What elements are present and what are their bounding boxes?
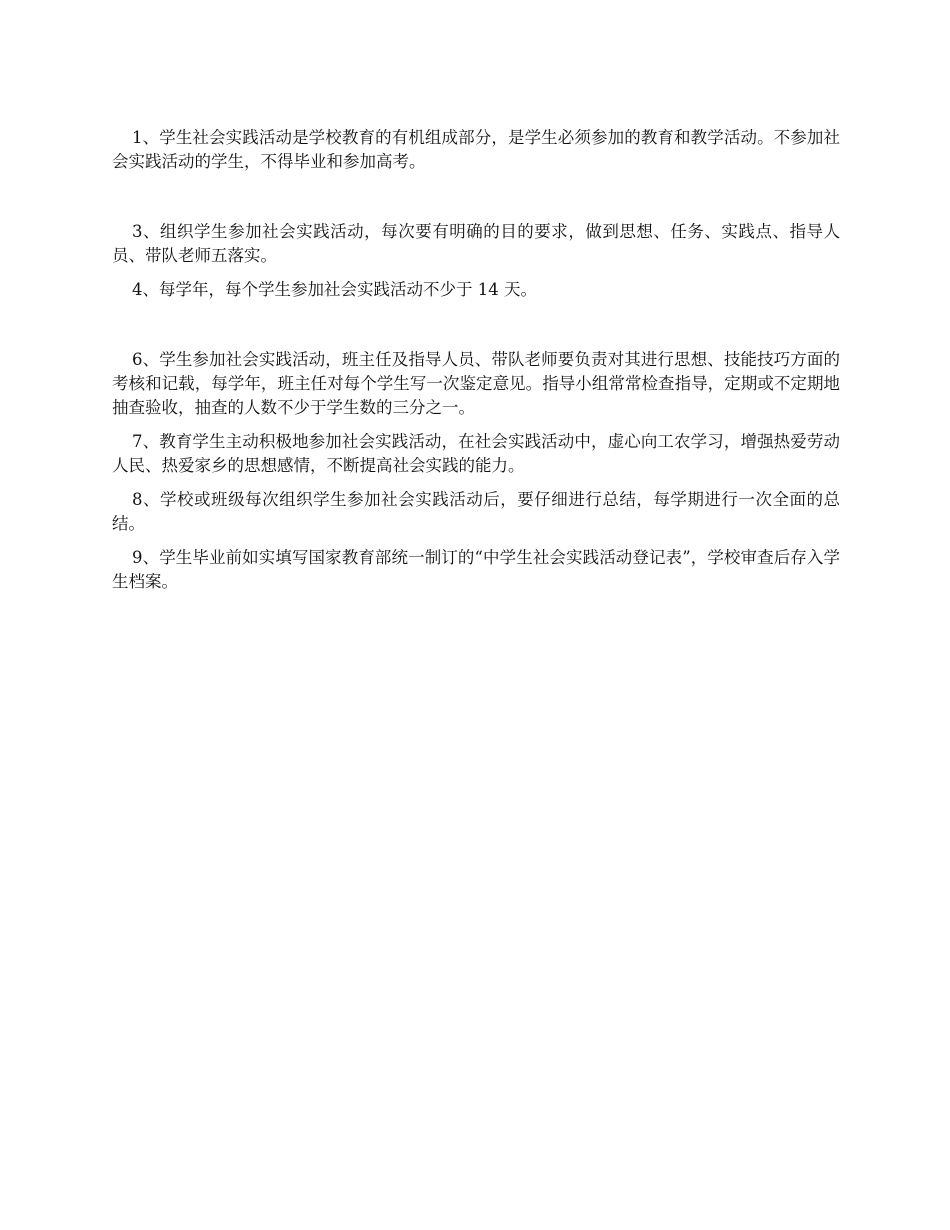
- paragraph-3: 3、组织学生参加社会实践活动，每次要有明确的目的要求，做到思想、任务、实践点、指导人员、带队老师五落实。: [112, 222, 840, 265]
- document-body: [112, 126, 840, 594]
- paragraph-8: 8、学校或班级每次组织学生参加社会实践活动后，要仔细进行总结，每学期进行一次全面的总结。: [112, 490, 840, 533]
- paragraph-9: 9、学生毕业前如实填写国家教育部统一制订的“中学生社会实践活动登记表”，学校审查后存入学生档案。: [112, 548, 840, 591]
- paragraph-6: 6、学生参加社会实践活动，班主任及指导人员、带队老师要负责对其进行思想、技能技巧方面的考核和记载，每学年，班主任对每个学生写一次鉴定意见。指导小组常常检查指导，定期或不定期地抽查验收，抽查的人数不少于学生数的三分之一。: [112, 350, 840, 417]
- paragraph-7: 7、教育学生主动积极地参加社会实践活动，在社会实践活动中，虚心向工农学习，增强热爱劳动人民、热爱家乡的思想感情，不断提高社会实践的能力。: [112, 432, 840, 475]
- paragraph-4: 4、每学年，每个学生参加社会实践活动不少于 14 天。: [132, 280, 537, 299]
- paragraph-1: 1、学生社会实践活动是学校教育的有机组成部分，是学生必须参加的教育和教学活动。不参加社会实践活动的学生，不得毕业和参加高考。: [112, 128, 840, 171]
